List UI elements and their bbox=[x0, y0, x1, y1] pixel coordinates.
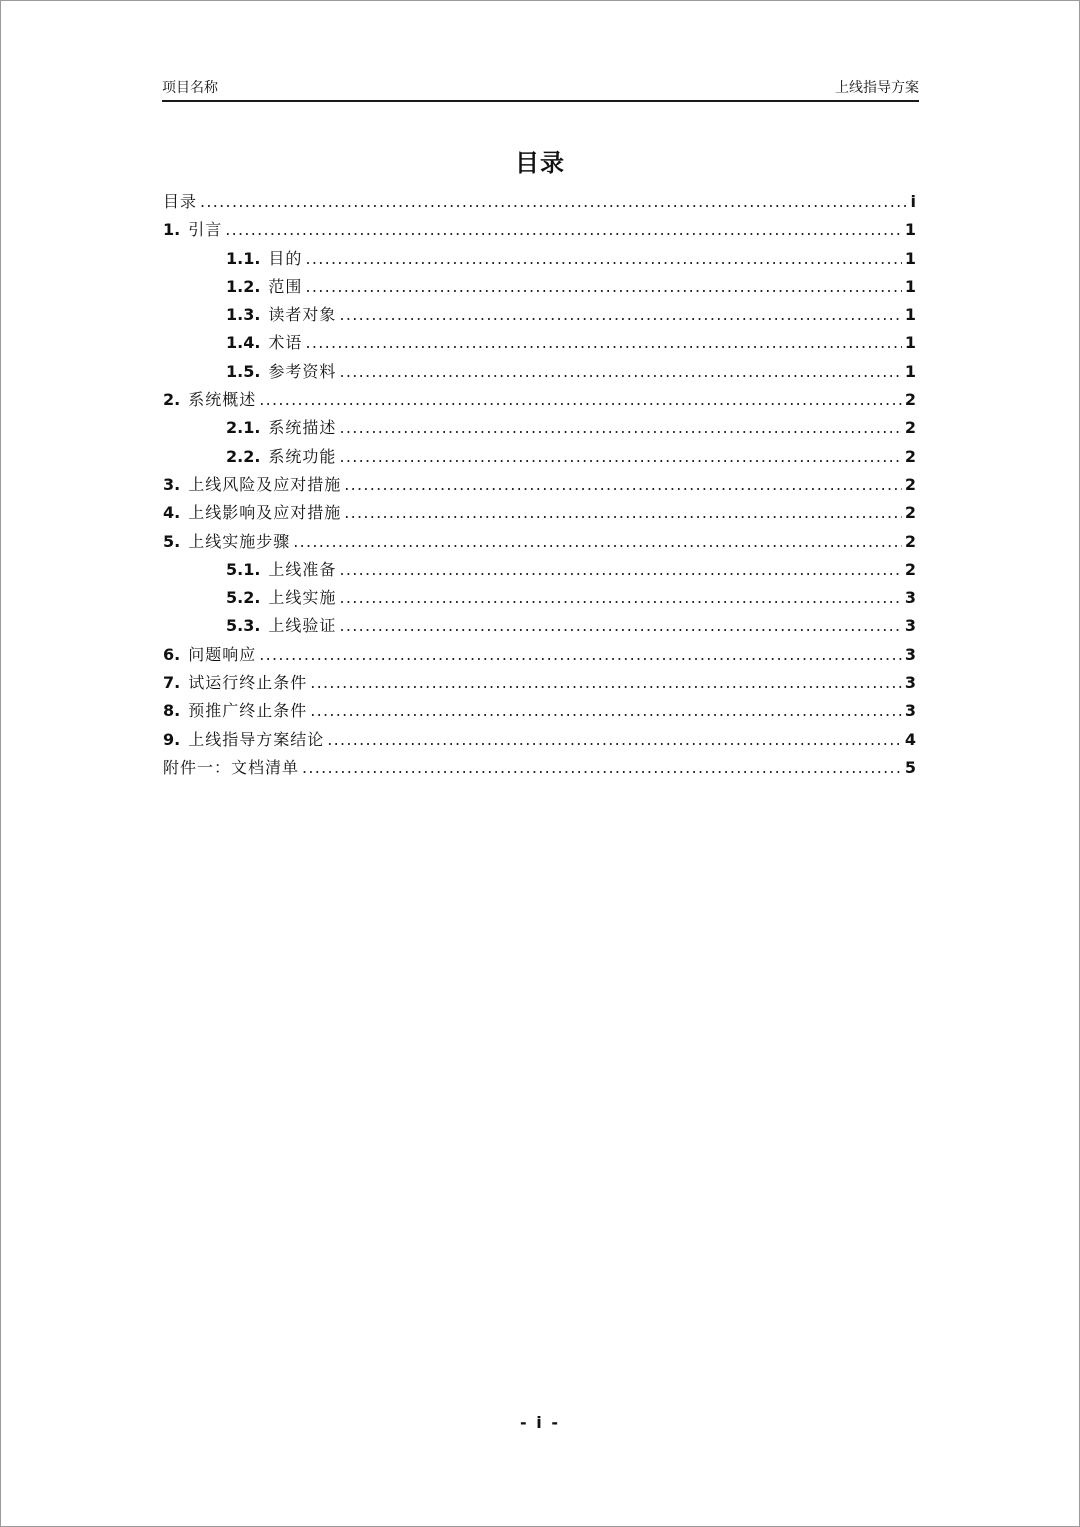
toc-entry[interactable] bbox=[163, 726, 916, 754]
toc-entry[interactable] bbox=[163, 556, 916, 584]
toc-entry-page: 1 bbox=[904, 333, 916, 353]
toc-entry-label: 目的 bbox=[268, 248, 303, 268]
toc-entry-label: 预推广终止条件 bbox=[188, 701, 308, 721]
toc-entry-number: 7. bbox=[163, 673, 181, 693]
toc-entry-label: 术语 bbox=[268, 333, 303, 353]
toc-entry[interactable] bbox=[163, 273, 916, 301]
toc-entry-number: 1. bbox=[163, 220, 181, 240]
header-project-name: 项目名称 bbox=[162, 80, 218, 96]
toc-entry[interactable] bbox=[163, 329, 916, 357]
toc-dot-leader bbox=[339, 414, 901, 442]
toc-entry-page: 2 bbox=[904, 531, 916, 551]
toc-entry-label: 上线影响及应对措施 bbox=[188, 503, 342, 523]
toc-dot-leader bbox=[302, 754, 902, 782]
toc-dot-leader bbox=[344, 471, 902, 499]
toc-entry[interactable] bbox=[163, 358, 916, 386]
page-header bbox=[162, 74, 919, 102]
toc-dot-leader bbox=[305, 245, 901, 273]
toc-entry-label: 上线指导方案结论 bbox=[188, 729, 325, 749]
toc-entry-number: 8. bbox=[163, 701, 181, 721]
toc-entry-number: 6. bbox=[163, 644, 181, 664]
toc-entry[interactable] bbox=[163, 528, 916, 556]
toc-dot-leader bbox=[259, 386, 902, 414]
toc-dot-leader bbox=[339, 584, 901, 612]
toc-entry[interactable] bbox=[163, 301, 916, 329]
toc-entry-label: 上线实施步骤 bbox=[188, 531, 291, 551]
toc-dot-leader bbox=[225, 216, 902, 244]
toc-entry[interactable] bbox=[163, 188, 916, 216]
toc-entry-page: 2 bbox=[904, 474, 916, 494]
toc-dot-leader bbox=[305, 329, 901, 357]
toc-entry-label: 引言 bbox=[188, 220, 223, 240]
toc-entry-page: 1 bbox=[904, 248, 916, 268]
toc-entry-page: 2 bbox=[904, 418, 916, 438]
toc-dot-leader bbox=[339, 612, 901, 640]
toc-entry[interactable] bbox=[163, 443, 916, 471]
toc-entry-page: 3 bbox=[904, 644, 916, 664]
toc-entry-number: 2.2. bbox=[226, 446, 261, 466]
toc-entry-number: 4. bbox=[163, 503, 181, 523]
toc-entry-page: i bbox=[910, 192, 916, 211]
toc-dot-leader bbox=[339, 301, 901, 329]
toc-entry[interactable] bbox=[163, 216, 916, 244]
toc-dot-leader bbox=[200, 188, 908, 216]
toc-dot-leader bbox=[339, 556, 901, 584]
toc-entry-label: 系统功能 bbox=[268, 446, 337, 466]
toc-entry-number: 5.1. bbox=[226, 559, 261, 579]
toc-entry-label: 读者对象 bbox=[268, 305, 337, 325]
toc-entry[interactable] bbox=[163, 669, 916, 697]
toc-dot-leader bbox=[339, 358, 901, 386]
toc-entry-page: 3 bbox=[904, 616, 916, 636]
toc-dot-leader bbox=[339, 443, 901, 471]
toc-entry-label: 上线准备 bbox=[268, 559, 337, 579]
toc-entry-page: 2 bbox=[904, 503, 916, 523]
toc-entry-number: 1.1. bbox=[226, 248, 261, 268]
toc-entry-number: 1.5. bbox=[226, 361, 261, 381]
toc-entry-number: 5.3. bbox=[226, 616, 261, 636]
toc-entry[interactable] bbox=[163, 414, 916, 442]
page-number-footer: - i - bbox=[520, 1413, 560, 1432]
toc-entry[interactable] bbox=[163, 697, 916, 725]
toc-entry-number: 9. bbox=[163, 729, 181, 749]
toc-entry[interactable] bbox=[163, 612, 916, 640]
toc-entry-label: 参考资料 bbox=[268, 361, 337, 381]
toc-entry-page: 1 bbox=[904, 361, 916, 381]
toc-entry-number: 1.2. bbox=[226, 276, 261, 296]
toc-entry-label: 上线验证 bbox=[268, 616, 337, 636]
toc-entry-page: 3 bbox=[904, 588, 916, 608]
table-of-contents bbox=[163, 188, 916, 782]
toc-dot-leader bbox=[305, 273, 901, 301]
toc-entry-number: 5. bbox=[163, 531, 181, 551]
toc-entry[interactable] bbox=[163, 471, 916, 499]
toc-entry-page: 2 bbox=[904, 390, 916, 410]
toc-entry[interactable] bbox=[163, 641, 916, 669]
toc-entry-page: 2 bbox=[904, 446, 916, 466]
toc-entry-page: 3 bbox=[904, 701, 916, 721]
toc-entry-label: 上线实施 bbox=[268, 588, 337, 608]
header-document-title: 上线指导方案 bbox=[835, 80, 919, 96]
toc-dot-leader bbox=[259, 641, 902, 669]
toc-entry-page: 5 bbox=[904, 757, 916, 777]
toc-entry-label: 问题响应 bbox=[188, 644, 257, 664]
toc-entry[interactable] bbox=[163, 584, 916, 612]
toc-entry-label: 上线风险及应对措施 bbox=[188, 474, 342, 494]
toc-entry-number: 1.4. bbox=[226, 333, 261, 353]
toc-title: 目录 bbox=[515, 149, 565, 177]
toc-entry-number: 2.1. bbox=[226, 418, 261, 438]
toc-entry[interactable] bbox=[163, 245, 916, 273]
toc-dot-leader bbox=[310, 669, 902, 697]
toc-entry-label: 附件一：文档清单 bbox=[163, 757, 300, 777]
toc-entry-page: 1 bbox=[904, 220, 916, 240]
toc-entry-number: 1.3. bbox=[226, 305, 261, 325]
toc-dot-leader bbox=[293, 528, 902, 556]
toc-entry-page: 1 bbox=[904, 305, 916, 325]
toc-entry-page: 2 bbox=[904, 559, 916, 579]
toc-entry-label: 范围 bbox=[268, 276, 303, 296]
toc-dot-leader bbox=[327, 726, 902, 754]
toc-entry-page: 3 bbox=[904, 673, 916, 693]
toc-entry-page: 4 bbox=[904, 729, 916, 749]
toc-entry-label: 系统描述 bbox=[268, 418, 337, 438]
toc-entry[interactable] bbox=[163, 754, 916, 782]
toc-entry-label: 目录 bbox=[163, 192, 198, 211]
toc-entry[interactable] bbox=[163, 499, 916, 527]
toc-entry-number: 3. bbox=[163, 474, 181, 494]
toc-entry[interactable] bbox=[163, 386, 916, 414]
toc-entry-label: 系统概述 bbox=[188, 390, 257, 410]
toc-entry-number: 5.2. bbox=[226, 588, 261, 608]
toc-entry-page: 1 bbox=[904, 276, 916, 296]
toc-dot-leader bbox=[344, 499, 902, 527]
toc-dot-leader bbox=[310, 697, 902, 725]
toc-entry-label: 试运行终止条件 bbox=[188, 673, 308, 693]
toc-entry-number: 2. bbox=[163, 390, 181, 410]
